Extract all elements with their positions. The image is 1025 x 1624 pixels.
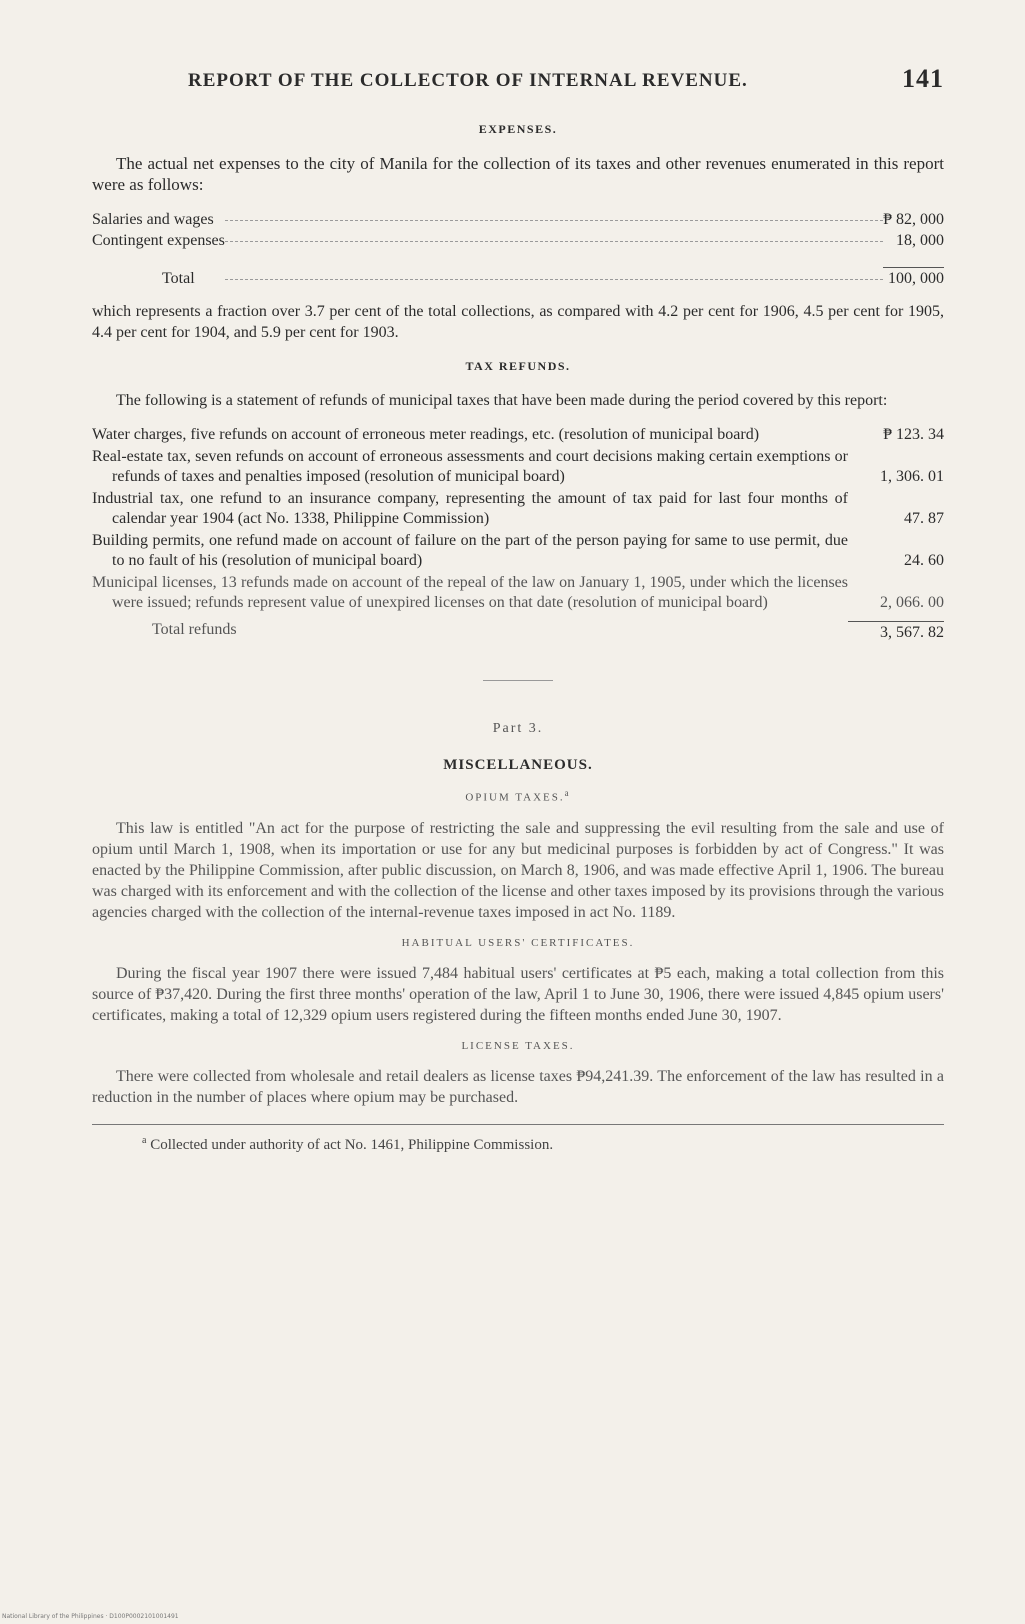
opium-taxes-heading-text: OPIUM TAXES.	[465, 791, 565, 804]
running-head	[92, 60, 944, 100]
refund-amount: ₱ 123. 34	[883, 426, 944, 443]
opium-taxes-heading	[92, 788, 944, 804]
document-page	[92, 60, 944, 1154]
report-title: REPORT OF THE COLLECTOR OF INTERNAL REVENUE.	[188, 70, 748, 91]
tax-refunds-intro: The following is a statement of refunds of municipal taxes that have been made during the period covered by this report:	[116, 392, 888, 409]
refund-item	[92, 531, 944, 571]
expense-row	[92, 209, 944, 230]
refund-description: Industrial tax, one refund to an insurance company, representing the amount of tax paid for last four months of calendar year 1904 (act No. 1338, Philippine Commission)	[92, 490, 848, 527]
footnote	[92, 1135, 944, 1154]
expense-total-label: Total	[162, 270, 195, 287]
refund-item	[92, 447, 944, 487]
expense-amount: 18, 000	[896, 232, 944, 249]
refund-description: Real-estate tax, seven refunds on account of erroneous assessments and court decisions making certain exemptions or refunds of taxes and penalties imposed (resolution of municipal board)	[92, 448, 848, 485]
part-label: Part 3.	[492, 721, 544, 736]
expense-total-row	[92, 268, 944, 290]
refund-amount: 2, 066. 00	[880, 594, 944, 611]
refund-description: Building permits, one refund made on account of failure on the part of the person paying for same to use permit, due to no fault of his (resolution of municipal board)	[92, 532, 848, 569]
scan-label: National Library of the Philippines · D100P0002101001491	[2, 1613, 179, 1620]
habitual-users-heading: HABITUAL USERS' CERTIFICATES.	[401, 936, 635, 949]
footnote-text: Collected under authority of act No. 1461, Philippine Commission.	[150, 1136, 554, 1153]
expenses-intro: The actual net expenses to the city of Manila for the collection of its taxes and other revenues enumerated in this report were as follows:	[92, 154, 944, 194]
expense-amount: ₱ 82, 000	[883, 211, 944, 228]
license-taxes-text: There were collected from wholesale and retail dealers as license taxes ₱94,241.39. The enforcement of the law has resulted in a reduction in the number of places where opium may be purchased.	[92, 1067, 944, 1106]
refund-description: Municipal licenses, 13 refunds made on account of the repeal of the law on January 1, 1905, under which the licenses were issued; refunds represent value of unexpired licenses on that date (resolution of municipal board)	[92, 574, 848, 611]
refunds-list	[92, 425, 944, 613]
refund-amount: 47. 87	[904, 510, 944, 527]
expense-label: Contingent expenses	[92, 232, 225, 249]
part-title: MISCELLANEOUS.	[443, 757, 593, 773]
expense-row	[92, 230, 944, 251]
refund-amount: 24. 60	[904, 552, 944, 569]
expense-label: Salaries and wages	[92, 211, 214, 228]
page-number: 141	[902, 64, 944, 93]
refund-item	[92, 425, 944, 445]
refund-amount: 1, 306. 01	[880, 468, 944, 485]
section-divider	[483, 680, 553, 681]
footnote-marker: a	[564, 788, 571, 798]
footnote-rule	[92, 1124, 944, 1125]
refunds-total-label: Total refunds	[152, 621, 237, 638]
opium-taxes-text: This law is entitled "An act for the purpose of restricting the sale and suppressing the evil resulting from the sale and use of opium until March 1, 1908, when its importation or use for any but medicinal purposes is forbidden by act of Congress." It was enacted by the Philippine Commission, after public discussion, on March 8, 1906, and was made effective April 1, 1906. The bureau was charged with its enforcement and with the collection of the license and other taxes imposed by its provisions through the various agencies charged with the collection of the internal-revenue taxes imposed in act No. 1189.	[92, 819, 944, 921]
tax-refunds-heading: TAX REFUNDS.	[465, 359, 571, 373]
expenses-note: which represents a fraction over 3.7 per cent of the total collections, as compared with 4.2 per cent for 1906, 4.5 per cent for 1905, 4.4 per cent for 1904, and 5.9 per cent for 1903.	[92, 303, 944, 341]
refunds-total-row	[92, 621, 944, 642]
license-taxes-heading: LICENSE TAXES.	[461, 1039, 575, 1052]
expense-total-amount: 100, 000	[883, 268, 944, 290]
expenses-table	[92, 209, 944, 289]
refund-description: Water charges, five refunds on account of erroneous meter readings, etc. (resolution of municipal board)	[92, 426, 760, 443]
footnote-mark: a	[142, 1134, 147, 1146]
refunds-total-amount: 3, 567. 82	[848, 621, 944, 642]
habitual-users-text: During the fiscal year 1907 there were issued 7,484 habitual users' certificates at ₱5 each, making a total collection from this source of ₱37,420. During the first three months' operation of the law, April 1 to June 30, 1906, there were issued 4,845 opium users' certificates, making a total of 12,329 opium users registered during the fifteen months ended June 30, 1907.	[92, 964, 944, 1024]
expenses-heading: EXPENSES.	[478, 122, 558, 136]
refund-item	[92, 573, 944, 613]
refund-item	[92, 489, 944, 529]
